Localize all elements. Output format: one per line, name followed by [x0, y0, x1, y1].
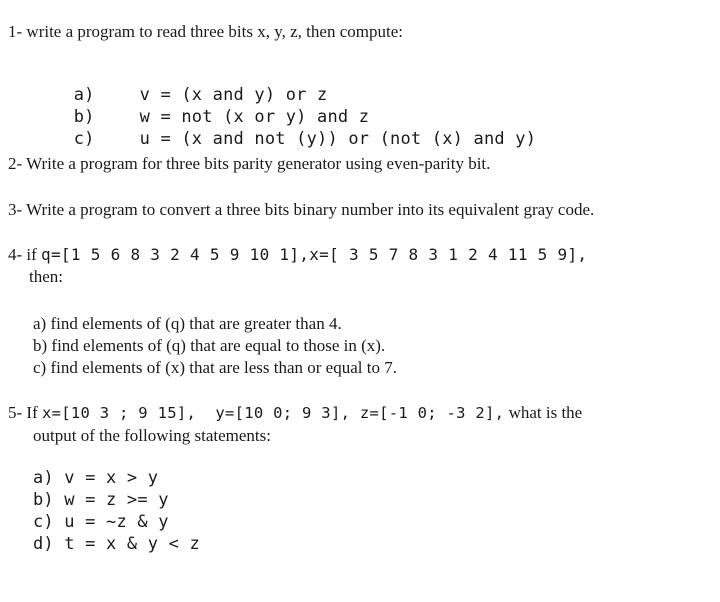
q5-line2: output of the following statements:: [33, 426, 271, 445]
q5-item-b: b) w = z >= y: [33, 490, 169, 510]
q5-line1: [8, 403, 582, 423]
q4-code: q=[1 5 6 8 3 2 4 5 9 10 1],x=[ 3 5 7 8 3 1 2 4 11 5 9],: [41, 245, 588, 264]
q4-line1: [8, 245, 587, 265]
q1-item-b-letter: b): [73, 107, 95, 127]
q2-text: 2- Write a program for three bits parity generator using even-parity bit.: [8, 154, 491, 173]
q5-item-d: d) t = x & y < z: [33, 534, 200, 554]
q5-suffix: what is the: [504, 403, 583, 422]
q4-item-c: c) find elements of (x) that are less than or equal to 7.: [33, 358, 397, 377]
q4-item-b: b) find elements of (q) that are equal to those in (x).: [33, 336, 386, 355]
q1-item-a-expr: v = (x and y) or z: [139, 85, 328, 105]
q1-item-b-expr: w = not (x or y) and z: [139, 107, 370, 127]
q4-prefix: 4- if: [8, 245, 42, 264]
q4-item-a: a) find elements of (q) that are greater than 4.: [33, 314, 342, 333]
q1-item-c-expr: u = (x and not (y)) or (not (x) and y): [139, 129, 537, 149]
q1-item-a-letter: a): [73, 85, 95, 105]
q5-code: x=[10 3 ; 9 15], y=[10 0; 9 3], z=[-1 0; -3 2],: [41, 404, 505, 422]
q1-item-c-letter: c): [73, 129, 95, 149]
q1-heading: 1- write a program to read three bits x, y, z, then compute:: [8, 22, 403, 41]
q3-text: 3- Write a program to convert a three bits binary number into its equivalent gray code.: [8, 200, 595, 219]
q5-prefix: 5- If: [8, 403, 42, 422]
q4-then: then:: [29, 267, 63, 286]
q5-item-a: a) v = x > y: [33, 468, 159, 488]
q5-item-c: c) u = ~z & y: [33, 512, 169, 532]
